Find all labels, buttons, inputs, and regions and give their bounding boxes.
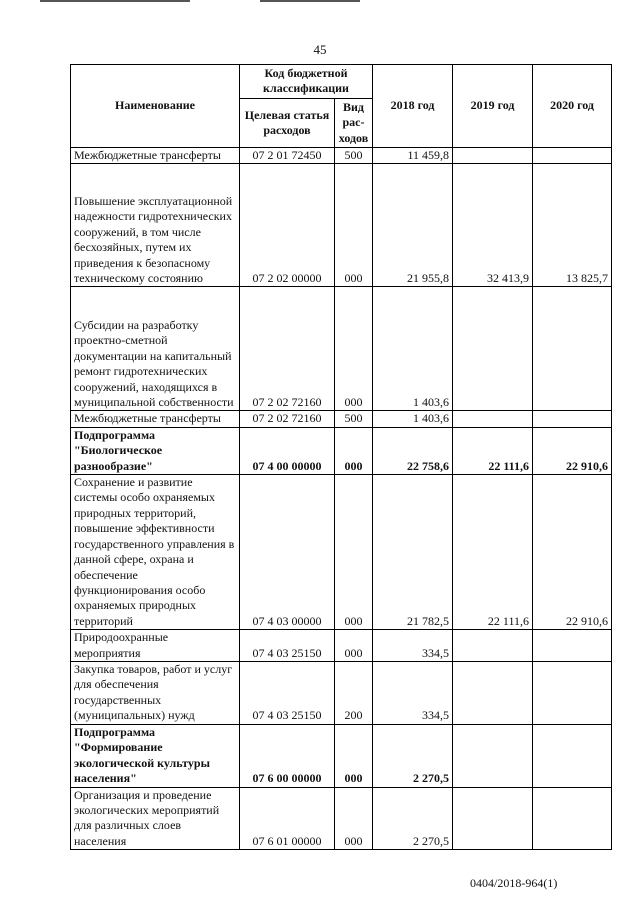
row-2020 [533, 724, 612, 787]
row-name: Подпрограмма "Биологическое разнообразие" [71, 427, 240, 474]
row-target-article: 07 2 02 72160 [240, 287, 335, 411]
table-row [71, 287, 612, 411]
table-row [71, 724, 612, 787]
header-2020: 2020 год [533, 65, 612, 148]
row-2019 [453, 148, 533, 164]
row-2019: 22 111,6 [453, 427, 533, 474]
header-code-group: Код бюджетной классификации [240, 65, 373, 99]
table-row [71, 164, 612, 287]
row-2018: 334,5 [373, 661, 453, 724]
row-2019: 32 413,9 [453, 164, 533, 287]
header-name: Наименование [71, 65, 240, 148]
row-target-article: 07 6 00 00000 [240, 724, 335, 787]
row-expense-type: 000 [335, 630, 373, 662]
table-row [71, 411, 612, 427]
row-target-article: 07 4 03 25150 [240, 630, 335, 662]
row-2019 [453, 661, 533, 724]
row-2019 [453, 287, 533, 411]
top-scan-artifact [40, 0, 360, 3]
table-row [71, 661, 612, 724]
row-name: Подпрограмма "Формирование экологической культуры населения" [71, 724, 240, 787]
header-2019: 2019 год [453, 65, 533, 148]
row-2020 [533, 411, 612, 427]
row-target-article: 07 4 03 00000 [240, 475, 335, 630]
row-expense-type: 500 [335, 148, 373, 164]
row-2020 [533, 287, 612, 411]
row-target-article: 07 6 01 00000 [240, 787, 335, 850]
row-2018: 21 955,8 [373, 164, 453, 287]
row-2020: 22 910,6 [533, 475, 612, 630]
row-expense-type: 000 [335, 427, 373, 474]
row-name: Межбюджетные трансферты [71, 148, 240, 164]
row-2018: 1 403,6 [373, 287, 453, 411]
row-2019 [453, 787, 533, 850]
table-row [71, 427, 612, 474]
budget-table [70, 64, 612, 850]
row-expense-type: 200 [335, 661, 373, 724]
page-number: 45 [313, 42, 327, 57]
row-name: Межбюджетные трансферты [71, 411, 240, 427]
row-target-article: 07 4 03 25150 [240, 661, 335, 724]
table-row [71, 148, 612, 164]
row-expense-type: 000 [335, 787, 373, 850]
row-target-article: 07 2 02 72160 [240, 411, 335, 427]
row-2019 [453, 724, 533, 787]
row-2019 [453, 630, 533, 662]
row-2019: 22 111,6 [453, 475, 533, 630]
row-name: Повышение эксплуатационной надежности гидротехнических сооружений, в том числе бесхозяйных, путем их приведения к безопасному техническому состоянию [71, 164, 240, 287]
row-target-article: 07 2 02 00000 [240, 164, 335, 287]
row-expense-type: 000 [335, 475, 373, 630]
row-2018: 11 459,8 [373, 148, 453, 164]
row-name: Субсидии на разработку проектно-сметной документации на капитальный ремонт гидротехнических сооружений, находящихся в муниципальной собственности [71, 287, 240, 411]
table-row [71, 787, 612, 850]
row-2020 [533, 630, 612, 662]
row-name: Закупка товаров, работ и услуг для обеспечения государственных (муниципальных) нужд [71, 661, 240, 724]
header-expense-type: Вид рас-ходов [335, 98, 373, 147]
row-expense-type: 000 [335, 164, 373, 287]
row-2020: 13 825,7 [533, 164, 612, 287]
row-2020 [533, 787, 612, 850]
row-2018: 21 782,5 [373, 475, 453, 630]
row-2018: 1 403,6 [373, 411, 453, 427]
header-2018: 2018 год [373, 65, 453, 148]
row-2020 [533, 661, 612, 724]
row-target-article: 07 4 00 00000 [240, 427, 335, 474]
row-expense-type: 000 [335, 287, 373, 411]
row-2019 [453, 411, 533, 427]
row-2018: 2 270,5 [373, 787, 453, 850]
row-target-article: 07 2 01 72450 [240, 148, 335, 164]
row-2020: 22 910,6 [533, 427, 612, 474]
row-name: Организация и проведение экологических мероприятий для различных слоев населения [71, 787, 240, 850]
row-2018: 22 758,6 [373, 427, 453, 474]
row-expense-type: 000 [335, 724, 373, 787]
header-target-article: Целевая статья расходов [240, 98, 335, 147]
row-name: Сохранение и развитие системы особо охраняемых природных территорий, повышение эффективности государственного управления в данной сфере, охрана и обеспечение функционирования особо охраняемых природных территорий [71, 475, 240, 630]
row-name: Природоохранные мероприятия [71, 630, 240, 662]
row-2020 [533, 148, 612, 164]
row-2018: 2 270,5 [373, 724, 453, 787]
table-row [71, 630, 612, 662]
document-number: 0404/2018-964(1) [470, 876, 558, 890]
row-expense-type: 500 [335, 411, 373, 427]
table-row [71, 475, 612, 630]
row-2018: 334,5 [373, 630, 453, 662]
